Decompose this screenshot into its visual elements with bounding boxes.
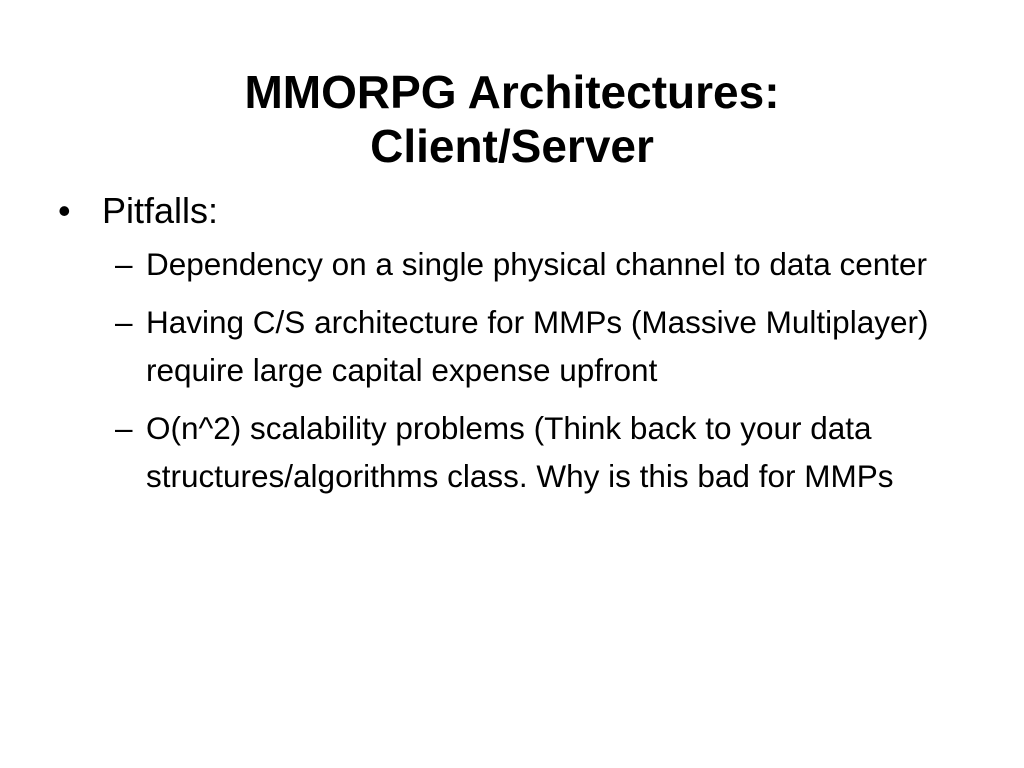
sub-bullet-text: Having C/S architecture for MMPs (Massive Multiplayer) require large capital expense upfront <box>146 304 929 388</box>
sub-bullet-text: O(n^2) scalability problems (Think back to your data structures/algorithms class. Why is this bad for MMPs <box>146 410 894 494</box>
bullet-label: Pitfalls: <box>102 190 219 231</box>
bullet-marker: • <box>58 190 71 231</box>
slide-title-line-1: MMORPG Architectures: <box>244 65 780 118</box>
slide-content <box>58 188 958 510</box>
dash-marker: – <box>115 246 133 282</box>
sub-bullet-text: Dependency on a single physical channel to data center <box>146 246 928 282</box>
slide-title <box>112 65 912 173</box>
slide-title-line-2: Client/Server <box>370 119 654 172</box>
sub-bullet-item <box>115 298 958 394</box>
sub-bullet-item <box>115 240 958 288</box>
sub-bullet-list <box>115 240 958 500</box>
bullet-item-pitfalls <box>58 188 958 234</box>
sub-bullet-item <box>115 404 958 500</box>
dash-marker: – <box>115 304 133 340</box>
dash-marker: – <box>115 410 133 446</box>
